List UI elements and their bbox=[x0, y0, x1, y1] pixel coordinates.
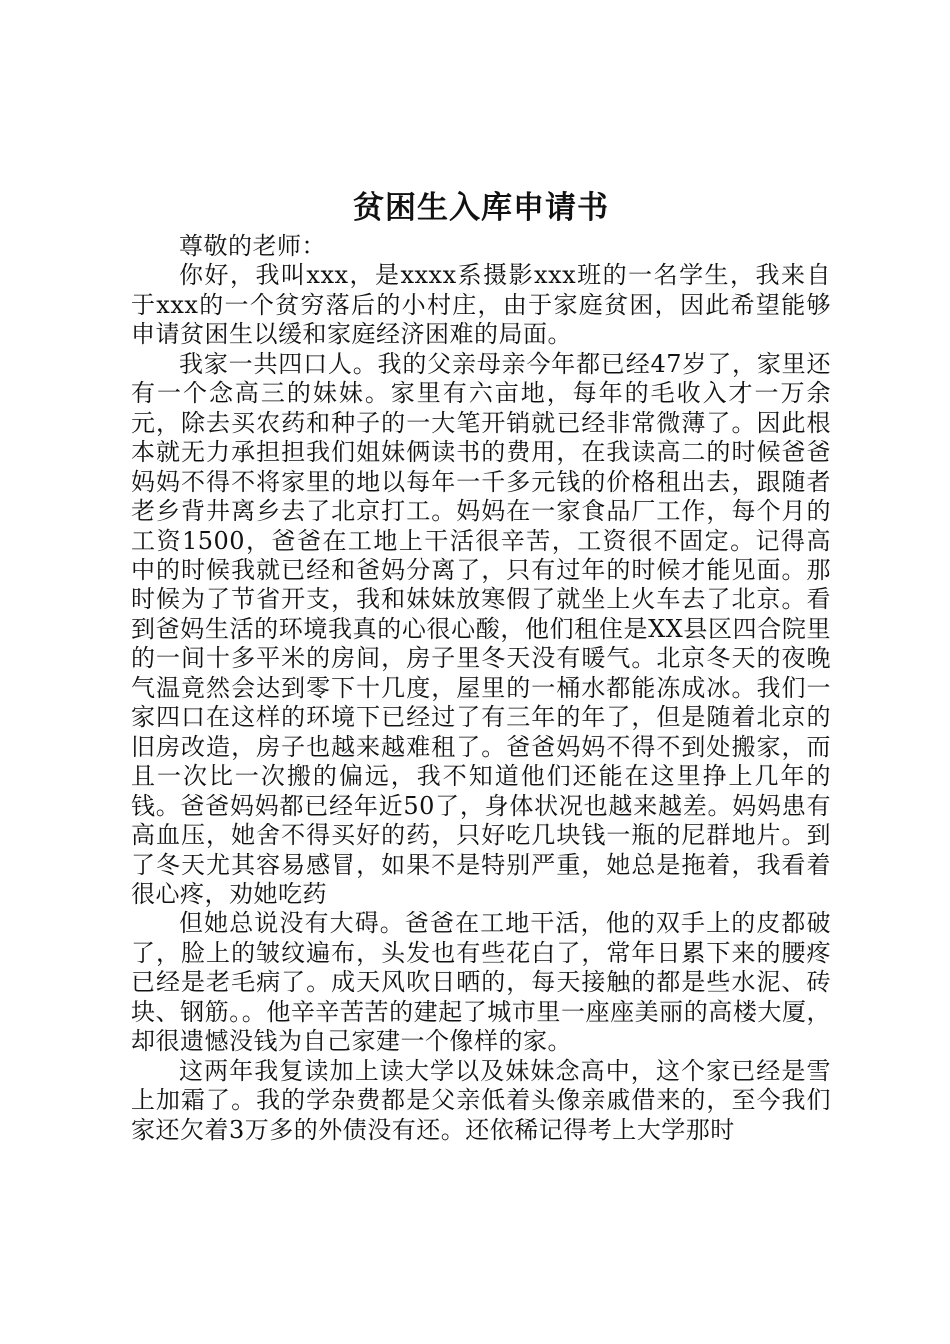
paragraph-debt: 这两年我复读加上读大学以及妹妹念高中，这个家已经是雪上加霜了。我的学杂费都是父亲低着头像亲戚借来的，至今我们家还欠着3万多的外债没有还。还依稀记得考上大学那时 bbox=[131, 1056, 831, 1144]
document-body bbox=[131, 232, 831, 1145]
document-title: 贫困生入库申请书 bbox=[353, 190, 609, 226]
paragraph-father-work: 但她总说没有大碍。爸爸在工地干活，他的双手上的皮都破了，脸上的皱纹遍布，头发也有些花白了，常年日累下来的腰疼已经是老毛病了。成天风吹日晒的，每天接触的都是些水泥、砖块、钢筋。。他辛辛苦苦的建起了城市里一座座美丽的高楼大厦，却很遗憾没钱为自己家建一个像样的家。 bbox=[131, 909, 831, 1056]
salutation: 尊敬的老师： bbox=[179, 232, 326, 260]
paragraph-introduction: 你好，我叫xxx，是xxxx系摄影xxx班的一名学生，我来自于xxx的一个贫穷落后的小村庄，由于家庭贫困，因此希望能够申请贫困生以缓和家庭经济困难的局面。 bbox=[131, 261, 831, 349]
document-page bbox=[131, 0, 831, 1145]
paragraph-family-situation: 我家一共四口人。我的父亲母亲今年都已经47岁了，家里还有一个念高三的妹妹。家里有六亩地，每年的毛收入才一万余元，除去买农药和种子的一大笔开销就已经非常微薄了。因此根本就无力承担担我们姐妹俩读书的费用，在我读高二的时候爸爸妈妈不得不将家里的地以每年一千多元钱的价格租出去，跟随者老乡背井离乡去了北京打工。妈妈在一家食品厂工作，每个月的工资1500，爸爸在工地上干活很辛苦，工资很不固定。记得高中的时候我就已经和爸妈分离了，只有过年的时候才能见面。那时候为了节省开支，我和妹妹放寒假了就坐上火车去了北京。看到爸妈生活的环境我真的心很心酸，他们租住是XX县区四合院里的一间十多平米的房间，房子里冬天没有暖气。北京冬天的夜晚气温竟然会达到零下十几度，屋里的一桶水都能冻成冰。我们一家四口在这样的环境下已经过了有三年的年了，但是随着北京的旧房改造，房子也越来越难租了。爸爸妈妈不得不到处搬家，而且一次比一次搬的偏远，我不知道他们还能在这里挣上几年的钱。爸爸妈妈都已经年近50了，身体状况也越来越差。妈妈患有高血压，她舍不得买好的药，只好吃几块钱一瓶的尼群地片。到了冬天尤其容易感冒，如果不是特别严重，她总是拖着，我看着很心疼，劝她吃药 bbox=[131, 349, 831, 908]
